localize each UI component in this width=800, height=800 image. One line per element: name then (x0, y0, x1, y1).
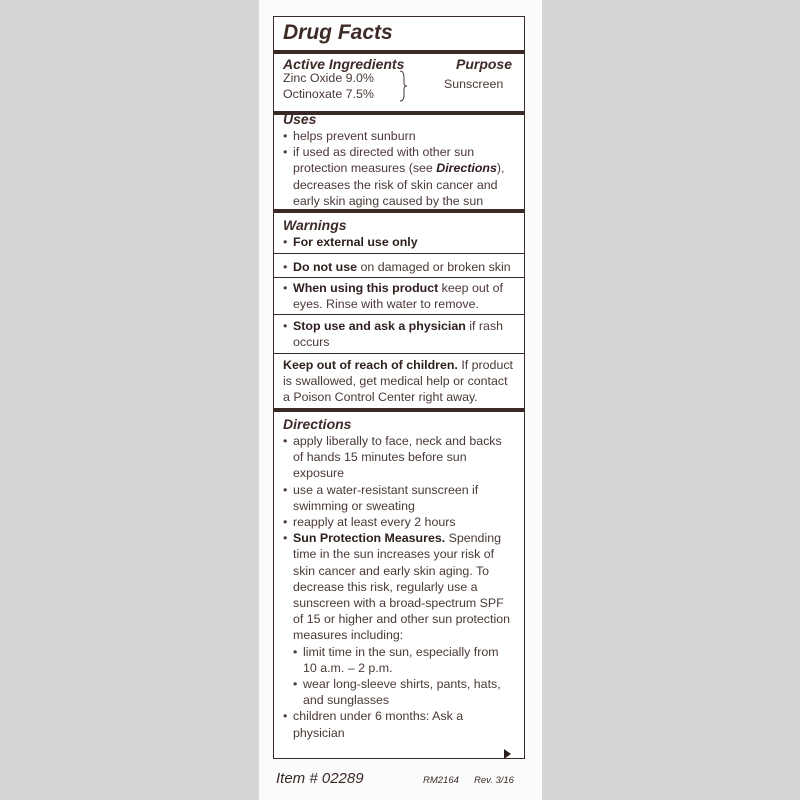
purpose-sunscreen: Sunscreen (444, 77, 504, 91)
warning-item: • When using this product keep out of eyes. Rinse with water to remove. (283, 280, 515, 312)
ingredient-octinoxate: Octinoxate 7.5% (283, 87, 374, 101)
keep-out-of-reach (274, 357, 524, 406)
item-number: Item # 02289 (276, 770, 364, 787)
directions-item: • Sun Protection Measures. Spending time in the sun increases your risk of skin cancer and early skin aging. To decrease this risk, regularly use a sunscreen with a broad-spectrum SPF of 15 or higher and other sun protection measures including: (283, 530, 515, 643)
directions-item: • reapply at least every 2 hours (283, 514, 515, 530)
drug-facts-panel (273, 16, 525, 759)
warning-divider (274, 314, 524, 315)
ingredient-zinc-oxide: Zinc Oxide 9.0% (283, 71, 374, 85)
warning-block (274, 318, 524, 350)
warning-block (274, 280, 524, 312)
uses-divider (274, 209, 524, 213)
brace-icon (398, 70, 408, 102)
warning-block (274, 259, 524, 275)
directions-subitem: • limit time in the sun, especially from 10 a.m. – 2 p.m. (283, 644, 515, 676)
uses-item: • if used as directed with other sun protection measures (see Directions), decreases the risk of skin cancer and early skin aging caused by the sun (283, 144, 515, 209)
uses-heading: Uses (283, 111, 317, 127)
revision: Rev. 3/16 (474, 775, 514, 786)
purpose-heading: Purpose (455, 56, 512, 72)
continue-arrow-icon (503, 748, 512, 760)
warning-item: • Do not use on damaged or broken skin (283, 259, 515, 275)
warnings-divider (274, 408, 524, 412)
directions-item: • use a water-resistant sunscreen if swimming or sweating (283, 482, 515, 514)
rm-code: RM2164 (423, 775, 459, 786)
drug-facts-title-section (274, 19, 524, 46)
warning-divider (274, 277, 524, 278)
directions-subitem: • wear long-sleeve shirts, pants, hats, and sunglasses (283, 676, 515, 708)
directions-item: • children under 6 months: Ask a physician (283, 708, 515, 740)
uses-item: • helps prevent sunburn (283, 128, 515, 144)
warning-item: • For external use only (283, 234, 515, 250)
keep-out-text: Keep out of reach of children. If product is swallowed, get medical help or contact a Poison Control Center right away. (283, 358, 513, 405)
directions-section (274, 416, 524, 741)
warning-item: • Stop use and ask a physician if rash occurs (283, 318, 515, 350)
warnings-heading: Warnings (283, 217, 347, 233)
directions-item: • apply liberally to face, neck and backs of hands 15 minutes before sun exposure (283, 433, 515, 482)
warning-divider (274, 253, 524, 254)
active-ingredients-heading: Active Ingredients (283, 56, 405, 72)
uses-section (274, 111, 524, 209)
drug-facts-title: Drug Facts (283, 21, 393, 44)
warnings-section (274, 217, 524, 250)
title-divider (274, 50, 524, 54)
warning-divider (274, 353, 524, 354)
directions-heading: Directions (283, 416, 352, 432)
